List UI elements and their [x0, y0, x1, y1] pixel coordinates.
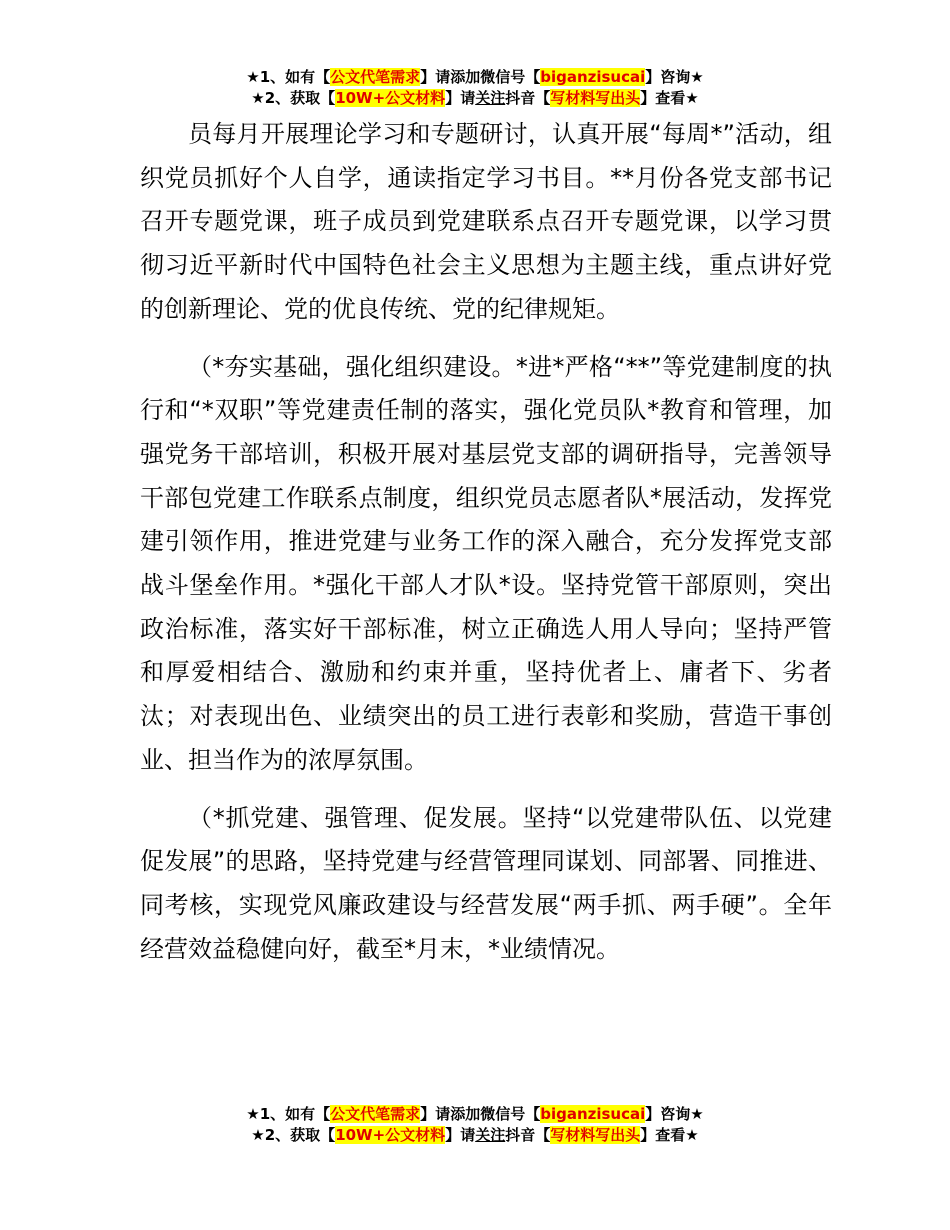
header-underlined-follow: 关注 — [475, 89, 506, 107]
header-line-2-mid-a: 】请 — [445, 89, 476, 107]
header-line-2 — [0, 88, 950, 109]
header-line-1-mid: 】请添加微信号【 — [420, 68, 541, 86]
header-line-2-mid-b: 抖音【 — [505, 89, 551, 107]
footer-highlight-service: 公文代笔需求 — [330, 1105, 421, 1123]
header-highlight-account: 写材料写出头 — [550, 89, 641, 107]
header-highlight-materials: 10W+公文材料 — [335, 89, 446, 107]
body-paragraph-2: （*夯实基础，强化组织建设。*进*严格“**”等党建制度的执行和“*双职”等党建责任制的落实，强化党员队*教育和管理，加强党务干部培训，积极开展对基层党支部的调研指导，完善领导干部包党建工作联系点制度，组织党员志愿者队*展活动，发挥党建引领作用，推进党建与业务工作的深入融合，充分发挥党支部战斗堡垒作用。*强化干部人才队*设。坚持党管干部原则，突出政治标准，落实好干部标准，树立正确选人用人导向；坚持严管和厚爱相结合、激励和约束并重，坚持优者上、庸者下、劣者汰；对表现出色、业绩突出的员工进行表彰和奖励，营造干事创业、担当作为的浓厚氛围。 — [140, 352, 832, 774]
footer-line-1-suffix: 】咨询★ — [645, 1105, 704, 1123]
footer-line-2-mid-a: 】请 — [445, 1126, 476, 1144]
footer-line-1 — [0, 1104, 950, 1125]
header-line-2-prefix: ★2、获取【 — [251, 89, 336, 107]
document-body — [140, 113, 832, 971]
body-paragraph-3: （*抓党建、强管理、促发展。坚持“以党建带队伍、以党建促发展”的思路，坚持党建与经营管理同谋划、同部署、同推进、同考核，实现党风廉政建设与经营发展“两手抓、两手硬”。全年经营效益稳健向好，截至*月末，*业绩情况。 — [140, 803, 832, 963]
footer-highlight-wechat-id: biganzisucai — [540, 1105, 646, 1123]
header-banner — [0, 67, 950, 109]
footer-line-2-suffix: 】查看★ — [640, 1126, 699, 1144]
header-line-2-suffix: 】查看★ — [640, 89, 699, 107]
header-line-1-suffix: 】咨询★ — [645, 68, 704, 86]
footer-line-1-prefix: ★1、如有【 — [246, 1105, 331, 1123]
footer-highlight-account: 写材料写出头 — [550, 1126, 641, 1144]
footer-line-2 — [0, 1125, 950, 1146]
body-paragraph-1: 员每月开展理论学习和专题研讨，认真开展“每周*”活动，组织党员抓好个人自学，通读指定学习书目。**月份各党支部书记召开专题党课，班子成员到党建联系点召开专题党课，以学习贯彻习近平新时代中国特色社会主义思想为主题主线，重点讲好党的创新理论、党的优良传统、党的纪律规矩。 — [140, 120, 832, 323]
header-highlight-service: 公文代笔需求 — [330, 68, 421, 86]
footer-underlined-follow: 关注 — [475, 1126, 506, 1144]
header-highlight-wechat-id: biganzisucai — [540, 68, 646, 86]
header-line-1 — [0, 67, 950, 88]
footer-banner — [0, 1104, 950, 1146]
footer-line-2-mid-b: 抖音【 — [505, 1126, 551, 1144]
footer-line-1-mid: 】请添加微信号【 — [420, 1105, 541, 1123]
header-line-1-prefix: ★1、如有【 — [246, 68, 331, 86]
footer-highlight-materials: 10W+公文材料 — [335, 1126, 446, 1144]
footer-line-2-prefix: ★2、获取【 — [251, 1126, 336, 1144]
